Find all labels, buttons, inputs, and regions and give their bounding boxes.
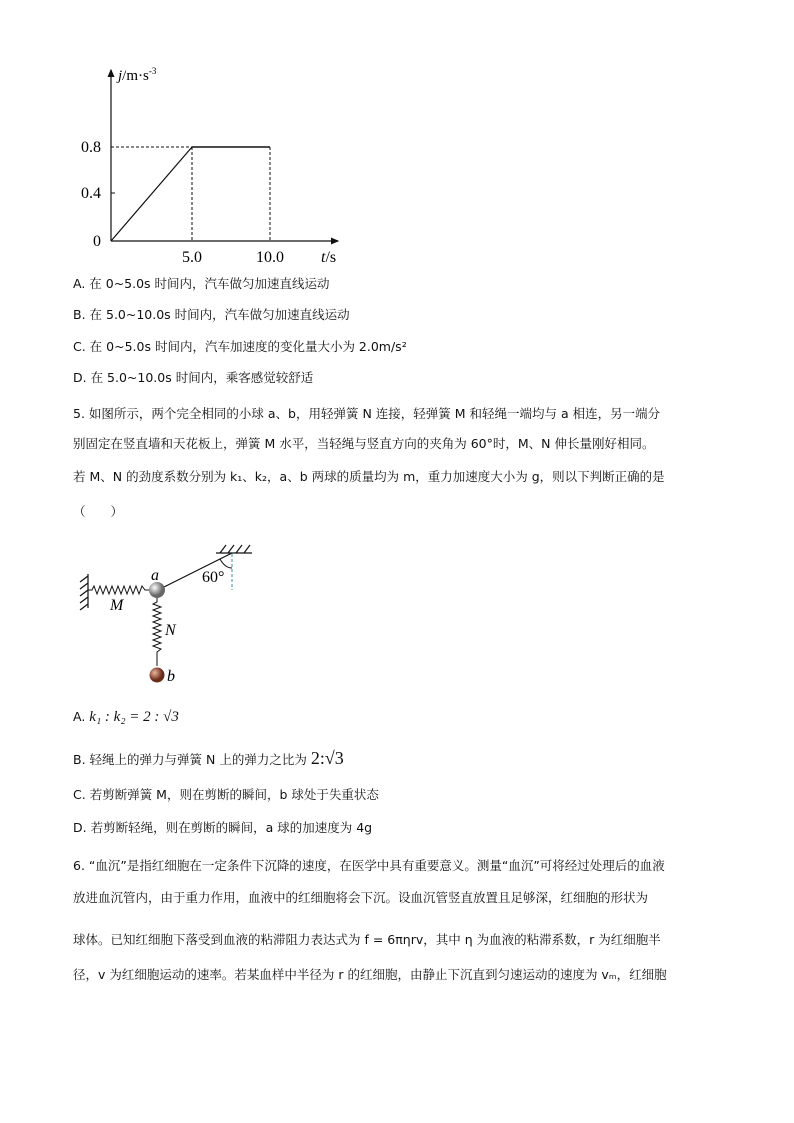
q5-option-b: B. 轻绳上的弹力与弹簧 N 上的弹力之比为 2:√3 [73, 748, 344, 768]
label-a: a [151, 567, 159, 584]
q4-option-a: A. 在 0~5.0s 时间内，汽车做匀加速直线运动 [73, 276, 330, 291]
ball-b [150, 668, 165, 683]
q6-stem-line-4: 径，v 为红细胞运动的速率。若某血样中半径为 r 的红细胞，由静止下沉直到匀速运动的速度为 vₘ，红细胞 [73, 967, 667, 982]
q5-stem-line-2: 别固定在竖直墙和天花板上，弹簧 M 水平，当轻绳与竖直方向的夹角为 60°时，M、N 伸长量刚好相同。 [73, 436, 655, 451]
label-angle: 60° [202, 569, 225, 586]
q6-stem-line-1: 6. “血沉”是指红细胞在一定条件下沉降的速度，在医学中具有重要意义。测量“血沉”可将经过处理后的血液 [73, 858, 665, 873]
q6-stem-line-2: 放进血沉管内，由于重力作用，血液中的红细胞将会下沉。设血沉管竖直放置且足够深，红细胞的形状为 [73, 890, 649, 905]
ball-a [149, 582, 165, 598]
q6-stem-line-3: 球体。已知红细胞下落受到血液的粘滞阻力表达式为 f = 6πηrv，其中 η 为血液的粘滞系数，r 为红细胞半 [73, 932, 661, 947]
q5-stem-line-1: 5. 如图所示，两个完全相同的小球 a、b，用轻弹簧 N 连接，轻弹簧 M 和轻绳一端均与 a 相连，另一端分 [73, 406, 661, 421]
label-m: M [110, 597, 124, 614]
q4-option-d: D. 在 5.0~10.0s 时间内，乘客感觉较舒适 [73, 370, 314, 385]
q5-option-c: C. 若剪断弹簧 M，则在剪断的瞬间，b 球处于失重状态 [73, 787, 379, 802]
q5-option-d: D. 若剪断轻绳，则在剪断的瞬间，a 球的加速度为 4g [73, 820, 373, 835]
jerk-time-graph [0, 0, 794, 280]
spring-ball-diagram [60, 530, 280, 690]
spring-m [88, 586, 152, 594]
ceiling-icon [216, 545, 252, 553]
label-n: N [165, 622, 176, 639]
ramp-segment [111, 147, 192, 241]
y-tick-0.8: 0.8 [81, 139, 101, 156]
x-axis-label: t/s [321, 249, 337, 266]
y-axis-label: $j/m\cdot s^{-3}$ [118, 66, 157, 84]
x-tick-10: 10.0 [256, 249, 284, 266]
q4-option-c: C. 在 0~5.0s 时间内，汽车加速度的变化量大小为 2.0m/s² [73, 339, 407, 354]
q4-option-b: B. 在 5.0~10.0s 时间内，汽车做匀加速直线运动 [73, 307, 350, 322]
q5-stem-line-3: 若 M、N 的劲度系数分别为 k₁、k₂，a、b 两球的质量均为 m，重力加速度大小为 g，则以下判断正确的是 [73, 469, 665, 484]
y-tick-0.4: 0.4 [81, 185, 101, 202]
q5-stem-line-4: （ ） [73, 504, 124, 519]
angle-arc [220, 559, 232, 568]
q5-option-a: A. k₁ : k₂ = 2 : √3 [73, 709, 179, 725]
y-tick-0: 0 [93, 233, 101, 250]
spring-n [153, 596, 161, 666]
wall-icon [80, 574, 88, 610]
x-tick-5: 5.0 [182, 249, 202, 266]
label-b: b [167, 668, 175, 685]
